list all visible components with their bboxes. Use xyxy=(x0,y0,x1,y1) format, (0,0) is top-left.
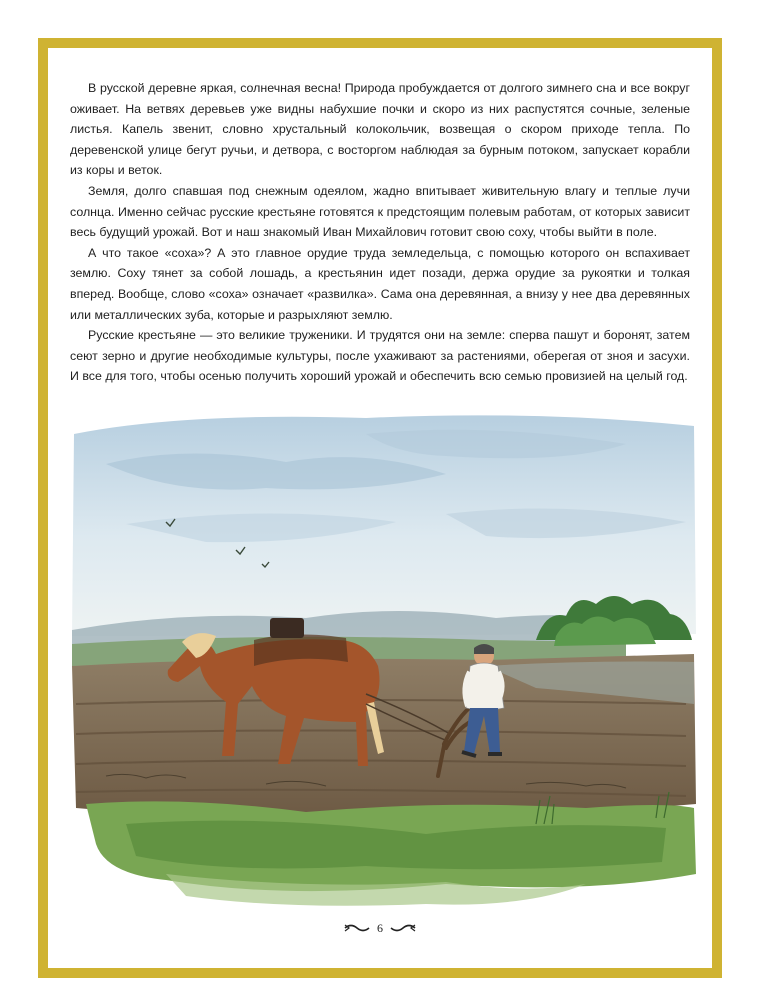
paragraph-2: Земля, долго спавшая под снежным одеялом, жадно впитывает живительную влагу и теплые лучи солнца. Именно сейчас русские крестьяне готовятся к предстоящим полевым работам, от которых зависит весь будущий урожай. Вот и наш знакомый Иван Михайлович готовит свою соху, чтобы выйти в поле. xyxy=(70,183,690,240)
page-frame xyxy=(38,38,722,978)
paragraph-4: Русские крестьяне — это великие труженики. И трудятся они на земле: сперва пашут и боронят, затем сеют зерно и другие необходимые культуры, после ухаживают за растениями, оберегая от зноя и засухи. И все для того, чтобы осенью получить хороший урожай и обеспечить всю семью провизией на целый год. xyxy=(70,328,690,384)
page-number xyxy=(48,920,712,940)
paragraph-3: А что такое «соха»? А это главное орудие труда земледельца, с помощью которого он вспахивает землю. Соху тянет за собой лошадь, а крестьянин идет позади, держа орудие за рукоятки и толкая вперед. Вообще, слово «соха» означает «развилка». Сама она деревянная, а внизу у нее два деревянных или металлических зуба, которые и разрыхляют землю. xyxy=(70,245,690,322)
ornament-right-icon xyxy=(389,923,417,933)
page-number-text: 6 xyxy=(377,920,383,935)
field xyxy=(72,654,696,819)
body-text xyxy=(70,78,690,387)
plowing-illustration xyxy=(66,404,700,924)
paragraph-1: В русской деревне яркая, солнечная весна! Природа пробуждается от долгого зимнего сна и все вокруг оживает. На ветвях деревьев уже видны набухшие почки и скоро из них распустятся сочные, зеленые листья. Капель звенит, словно хрустальный колокольчик, возвещая о скором приходе тепла. По деревенской улице бегут ручьи, и детвора, с восторгом наблюдая за бурным потоком, запускает корабли из коры и веток. xyxy=(70,81,690,178)
grass xyxy=(86,792,696,906)
ornament-left-icon xyxy=(343,923,371,933)
